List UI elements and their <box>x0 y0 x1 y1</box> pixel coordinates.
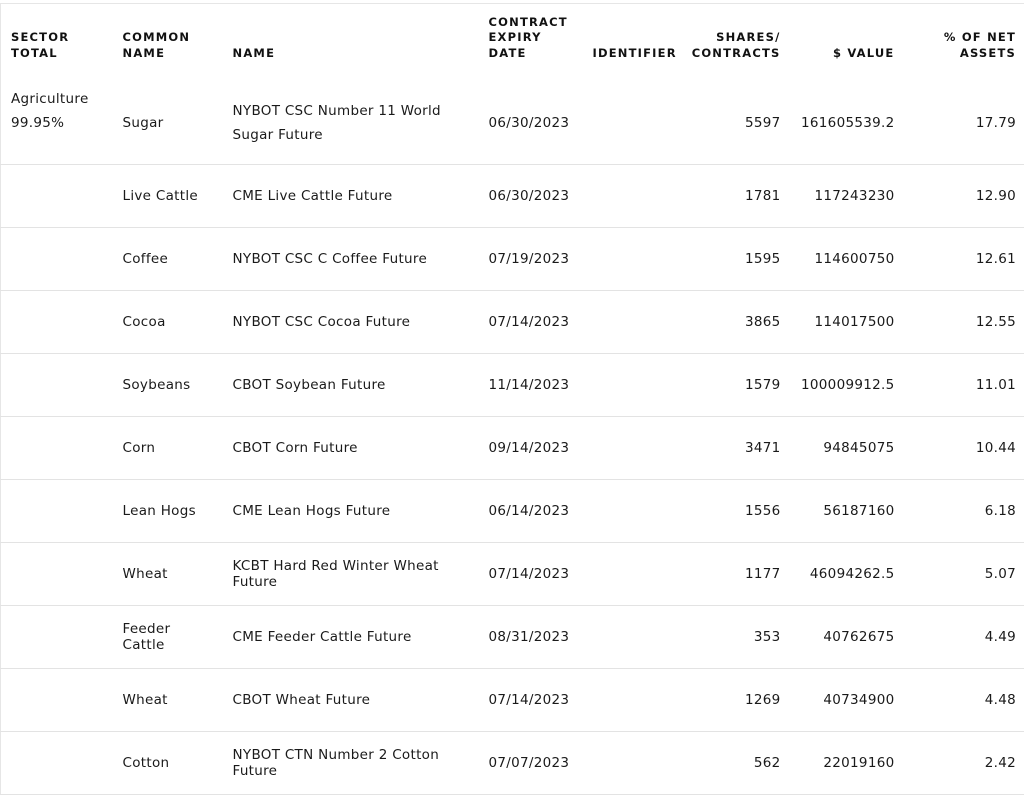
expiry-date-cell: 06/30/2023 <box>479 165 583 228</box>
common-name-cell: Wheat <box>113 543 225 606</box>
pct-net-assets-cell: 2.42 <box>903 732 1024 795</box>
identifier-cell <box>583 82 682 165</box>
contracts-cell: 353 <box>682 606 789 669</box>
pct-net-assets-cell: 12.61 <box>903 228 1024 291</box>
pct-net-assets-cell: 5.07 <box>903 543 1024 606</box>
contracts-cell: 1177 <box>682 543 789 606</box>
sector-total-pct: 99.95% <box>11 111 105 135</box>
table-row <box>1 291 1024 354</box>
contracts-cell: 1269 <box>682 669 789 732</box>
common-name-cell: Cocoa <box>113 291 225 354</box>
expiry-date-cell: 07/19/2023 <box>479 228 583 291</box>
sector-cell <box>1 228 113 291</box>
identifier-cell <box>583 606 682 669</box>
sector-cell <box>1 165 113 228</box>
identifier-cell <box>583 669 682 732</box>
header-sector-total[interactable]: SECTOR TOTAL <box>1 4 113 83</box>
identifier-cell <box>583 543 682 606</box>
sector-cell <box>1 606 113 669</box>
value-cell: 117243230 <box>789 165 903 228</box>
value-cell: 40762675 <box>789 606 903 669</box>
common-name-cell: Wheat <box>113 669 225 732</box>
expiry-date-cell: 06/14/2023 <box>479 480 583 543</box>
common-name-cell: Coffee <box>113 228 225 291</box>
name-cell: KCBT Hard Red Winter Wheat Future <box>225 543 479 606</box>
identifier-cell <box>583 480 682 543</box>
contracts-cell: 1556 <box>682 480 789 543</box>
expiry-date-cell: 07/14/2023 <box>479 291 583 354</box>
table-row <box>1 669 1024 732</box>
name-cell: CBOT Soybean Future <box>225 354 479 417</box>
value-cell: 100009912.5 <box>789 354 903 417</box>
sector-cell <box>1 543 113 606</box>
identifier-cell <box>583 228 682 291</box>
common-name-cell: Lean Hogs <box>113 480 225 543</box>
pct-net-assets-cell: 4.49 <box>903 606 1024 669</box>
value-cell: 46094262.5 <box>789 543 903 606</box>
value-cell: 161605539.2 <box>789 82 903 165</box>
common-name-cell: Feeder Cattle <box>113 606 225 669</box>
identifier-cell <box>583 354 682 417</box>
name-cell: NYBOT CSC Cocoa Future <box>225 291 479 354</box>
value-cell: 114017500 <box>789 291 903 354</box>
expiry-date-cell: 07/07/2023 <box>479 732 583 795</box>
value-cell: 22019160 <box>789 732 903 795</box>
common-name-cell: Corn <box>113 417 225 480</box>
table-row <box>1 480 1024 543</box>
table-row <box>1 543 1024 606</box>
value-cell: 56187160 <box>789 480 903 543</box>
header-pct-net-assets[interactable]: % OF NET ASSETS <box>903 4 1024 83</box>
value-cell: 114600750 <box>789 228 903 291</box>
common-name-cell: Soybeans <box>113 354 225 417</box>
sector-cell <box>1 669 113 732</box>
expiry-date-cell: 11/14/2023 <box>479 354 583 417</box>
contracts-cell: 1579 <box>682 354 789 417</box>
contracts-cell: 1781 <box>682 165 789 228</box>
sector-cell <box>1 291 113 354</box>
name-cell: CME Lean Hogs Future <box>225 480 479 543</box>
sector-cell <box>1 354 113 417</box>
value-cell: 40734900 <box>789 669 903 732</box>
contracts-cell: 5597 <box>682 82 789 165</box>
contracts-cell: 3865 <box>682 291 789 354</box>
sector-cell <box>1 417 113 480</box>
expiry-date-cell: 07/14/2023 <box>479 543 583 606</box>
table-row <box>1 354 1024 417</box>
identifier-cell <box>583 165 682 228</box>
table-row <box>1 732 1024 795</box>
pct-net-assets-cell: 12.55 <box>903 291 1024 354</box>
table-row <box>1 606 1024 669</box>
name-cell: NYBOT CSC C Coffee Future <box>225 228 479 291</box>
value-cell: 94845075 <box>789 417 903 480</box>
name-cell: CBOT Corn Future <box>225 417 479 480</box>
sector-cell <box>1 82 113 165</box>
name-cell: NYBOT CSC Number 11 World Sugar Future <box>225 82 479 165</box>
sector-name: Agriculture <box>11 87 105 111</box>
identifier-cell <box>583 732 682 795</box>
header-identifier[interactable]: IDENTIFIER <box>583 4 682 83</box>
holdings-table <box>0 3 1024 795</box>
pct-net-assets-cell: 6.18 <box>903 480 1024 543</box>
header-shares-contracts[interactable]: SHARES/ CONTRACTS <box>682 4 789 83</box>
contracts-cell: 562 <box>682 732 789 795</box>
pct-net-assets-cell: 4.48 <box>903 669 1024 732</box>
identifier-cell <box>583 417 682 480</box>
common-name-cell: Sugar <box>113 82 225 165</box>
expiry-date-cell: 08/31/2023 <box>479 606 583 669</box>
contracts-cell: 3471 <box>682 417 789 480</box>
header-name[interactable]: NAME <box>225 4 479 83</box>
pct-net-assets-cell: 11.01 <box>903 354 1024 417</box>
table-row <box>1 82 1024 165</box>
table-row <box>1 228 1024 291</box>
name-cell: CBOT Wheat Future <box>225 669 479 732</box>
pct-net-assets-cell: 12.90 <box>903 165 1024 228</box>
table-row <box>1 165 1024 228</box>
header-row <box>1 4 1024 83</box>
pct-net-assets-cell: 17.79 <box>903 82 1024 165</box>
name-cell: NYBOT CTN Number 2 Cotton Future <box>225 732 479 795</box>
expiry-date-cell: 09/14/2023 <box>479 417 583 480</box>
name-cell: CME Feeder Cattle Future <box>225 606 479 669</box>
common-name-cell: Live Cattle <box>113 165 225 228</box>
expiry-date-cell: 06/30/2023 <box>479 82 583 165</box>
expiry-date-cell: 07/14/2023 <box>479 669 583 732</box>
table-header <box>1 4 1024 83</box>
identifier-cell <box>583 291 682 354</box>
table-body <box>1 82 1024 795</box>
contracts-cell: 1595 <box>682 228 789 291</box>
common-name-cell: Cotton <box>113 732 225 795</box>
header-contract-expiry-date[interactable]: CONTRACT EXPIRY DATE <box>479 4 583 83</box>
table-row <box>1 417 1024 480</box>
name-cell: CME Live Cattle Future <box>225 165 479 228</box>
sector-cell <box>1 732 113 795</box>
header-value[interactable]: $ VALUE <box>789 4 903 83</box>
pct-net-assets-cell: 10.44 <box>903 417 1024 480</box>
sector-cell <box>1 480 113 543</box>
header-common-name[interactable]: COMMON NAME <box>113 4 225 83</box>
